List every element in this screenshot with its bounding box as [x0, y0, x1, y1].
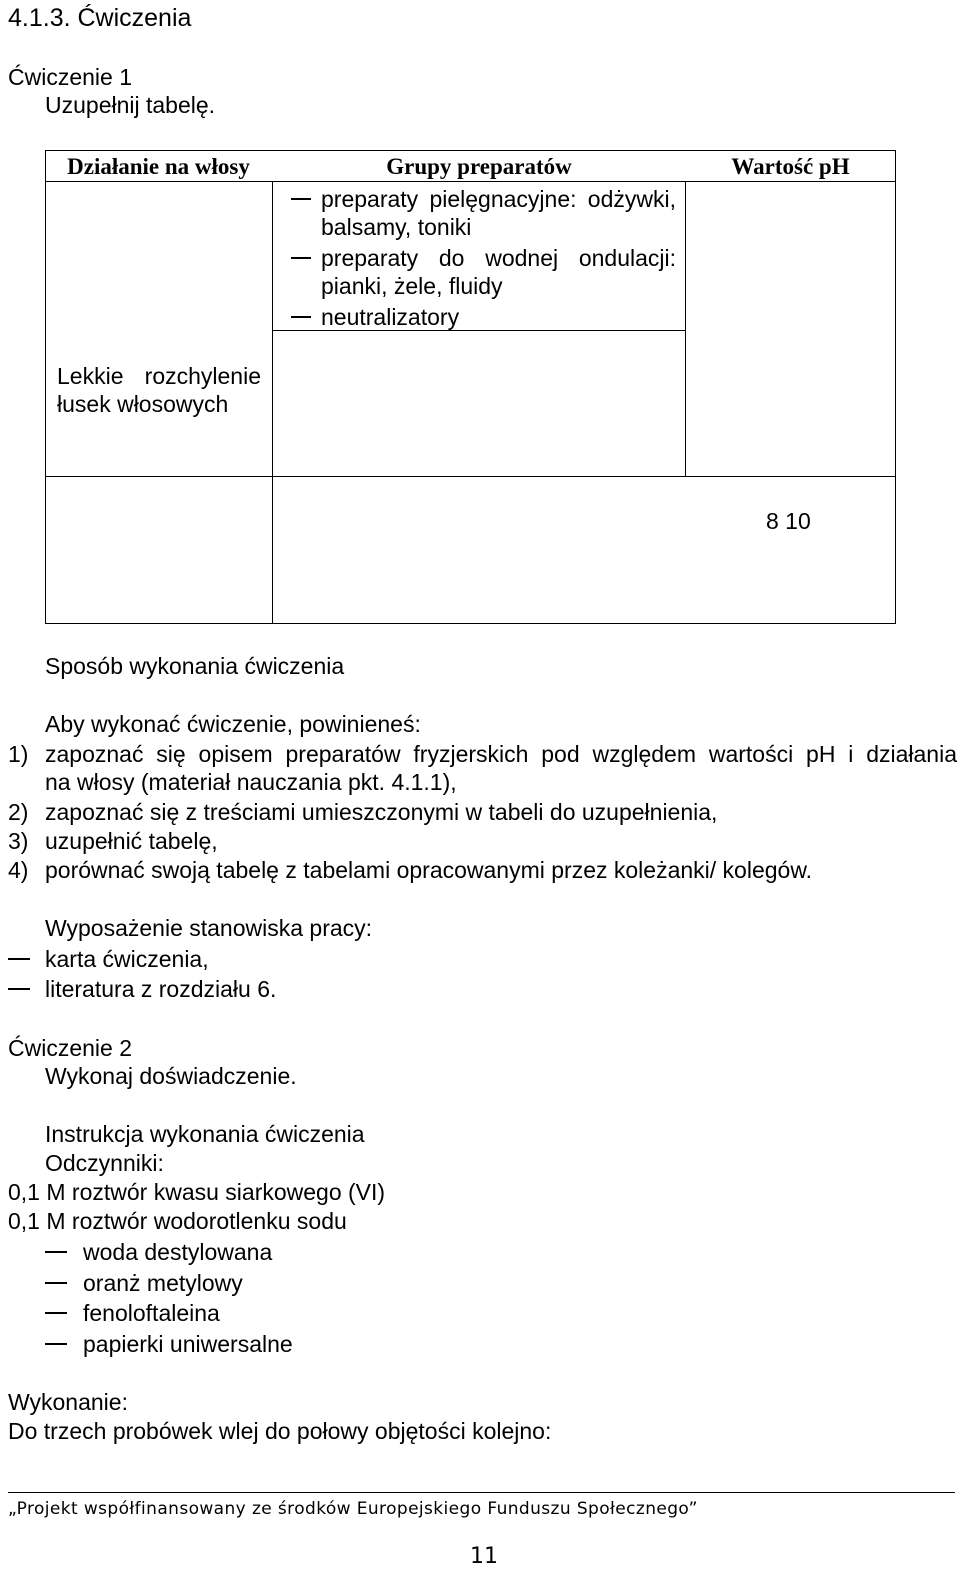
group-item-1-line-1: preparaty pielęgnacyjne: odżywki, [321, 186, 676, 212]
instruction-title: Instrukcja wykonania ćwiczenia [45, 1121, 365, 1147]
reagent-2: 0,1 M roztwór wodorotlenku sodu [8, 1208, 347, 1234]
reagent-item-4: papierki uniwersalne [83, 1331, 293, 1357]
action-cell-line-2: łusek włosowych [57, 391, 229, 417]
footer-text: „Projekt współfinansowany ze środków Europejskiego Funduszu Społecznego” [8, 1499, 698, 1519]
ph-cell-value: 8 10 [766, 508, 811, 534]
reagent-item-1: woda destylowana [83, 1239, 273, 1265]
equipment-item-1: karta ćwiczenia, [45, 946, 209, 972]
page-number: 11 [470, 1544, 498, 1569]
execution-title: Wykonanie: [8, 1389, 128, 1415]
exercise-2-task: Wykonaj doświadczenie. [45, 1063, 297, 1089]
section-heading: 4.1.3. Ćwiczenia [8, 4, 192, 32]
group-item-2-line-1: preparaty do wodnej ondulacji: [321, 245, 676, 271]
exercise-1-title: Ćwiczenie 1 [8, 64, 132, 90]
header-ph: Wartość pH [731, 154, 850, 179]
step-3-text: uzupełnić tabelę, [45, 828, 218, 854]
header-groups: Grupy preparatów [386, 154, 572, 179]
step-2-text: zapoznać się z treściami umieszczonymi w tabeli do uzupełnienia, [45, 799, 718, 825]
reagent-item-3: fenoloftaleina [83, 1300, 220, 1326]
reagents-title: Odczynniki: [45, 1150, 164, 1176]
step-1-line-2: na włosy (materiał nauczania pkt. 4.1.1), [45, 769, 457, 795]
exercise-1-task: Uzupełnij tabelę. [45, 92, 216, 118]
execution-text: Do trzech probówek wlej do połowy objętości kolejno: [8, 1418, 552, 1444]
equipment-item-2: literatura z rozdziału 6. [45, 976, 277, 1002]
reagent-item-2: oranż metylowy [83, 1270, 243, 1296]
method-intro: Aby wykonać ćwiczenie, powinieneś: [45, 711, 421, 737]
group-item-2-line-2: pianki, żele, fluidy [321, 273, 503, 299]
footer-rule [8, 1492, 955, 1493]
header-action: Działanie na włosy [67, 154, 250, 179]
step-1-number: 1) [8, 741, 29, 767]
action-cell-line-1: Lekkie rozchylenie [57, 363, 261, 389]
group-item-3: neutralizatory [321, 304, 460, 330]
step-2-number: 2) [8, 799, 29, 825]
equipment-title: Wyposażenie stanowiska pracy: [45, 915, 373, 941]
group-item-1-line-2: balsamy, toniki [321, 214, 472, 240]
step-1-line-1: zapoznać się opisem preparatów fryzjerskich pod względem wartości pH i działania [45, 741, 957, 767]
step-3-number: 3) [8, 828, 29, 854]
step-4-text: porównać swoją tabelę z tabelami opracowanymi przez koleżanki/ kolegów. [45, 857, 813, 883]
exercise-2-title: Ćwiczenie 2 [8, 1035, 132, 1061]
reagent-1: 0,1 M roztwór kwasu siarkowego (VI) [8, 1179, 386, 1205]
step-4-number: 4) [8, 857, 29, 883]
method-title: Sposób wykonania ćwiczenia [45, 653, 345, 679]
